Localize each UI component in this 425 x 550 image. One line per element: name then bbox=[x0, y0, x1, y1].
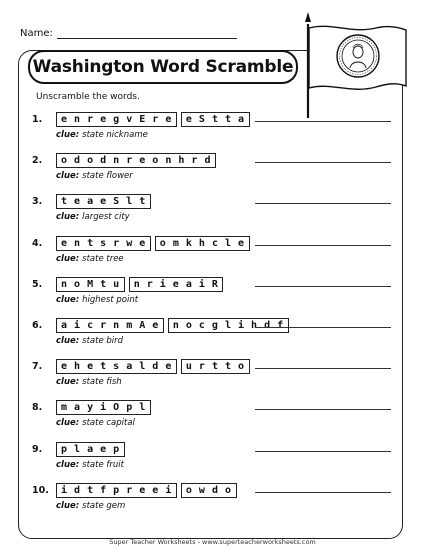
item-number: 6. bbox=[32, 320, 43, 331]
scrambled-word-box: o m k h c l e bbox=[155, 236, 250, 251]
item-number: 2. bbox=[32, 155, 43, 166]
scramble-item bbox=[32, 111, 254, 145]
scrambled-word-box: n o M t u bbox=[56, 277, 125, 292]
scrambled-word-box: e n t s r w e bbox=[56, 236, 151, 251]
item-number: 10. bbox=[32, 485, 49, 496]
clue-label: clue: bbox=[56, 295, 83, 305]
item-number: 1. bbox=[32, 114, 43, 125]
scramble-item bbox=[32, 358, 254, 392]
clue-value: state gem bbox=[82, 501, 126, 511]
scrambled-word-box: e n r e g v E r e bbox=[56, 112, 177, 127]
scrambled-word-box: u r t t o bbox=[181, 359, 250, 374]
instructions: Unscramble the words. bbox=[36, 92, 140, 102]
scramble-item bbox=[32, 482, 241, 516]
answer-line[interactable] bbox=[255, 409, 391, 410]
scrambled-word-box: e S t t a bbox=[181, 112, 250, 127]
item-number: 7. bbox=[32, 361, 43, 372]
scramble-item bbox=[32, 235, 254, 269]
answer-line[interactable] bbox=[255, 451, 391, 452]
answer-line[interactable] bbox=[255, 245, 391, 246]
item-number: 4. bbox=[32, 238, 43, 249]
answer-line[interactable] bbox=[255, 327, 391, 328]
clue-value: state capital bbox=[82, 418, 135, 428]
scramble-item bbox=[32, 152, 220, 186]
answer-line[interactable] bbox=[255, 162, 391, 163]
clue-label: clue: bbox=[56, 254, 83, 264]
scrambled-word-box: o w d o bbox=[181, 483, 237, 498]
scramble-item bbox=[32, 317, 293, 351]
scrambled-word-box: n r i e a i R bbox=[129, 277, 224, 292]
answer-line[interactable] bbox=[255, 368, 391, 369]
title-text: Washington Word Scramble bbox=[32, 57, 294, 77]
answer-line[interactable] bbox=[255, 121, 391, 122]
clue-label: clue: bbox=[56, 460, 83, 470]
clue-label: clue: bbox=[56, 130, 83, 140]
clue-text bbox=[56, 295, 227, 305]
clue-text bbox=[56, 254, 254, 264]
item-number: 9. bbox=[32, 444, 43, 455]
scrambled-word-box: a i c r n m A e bbox=[56, 318, 164, 333]
clue-label: clue: bbox=[56, 377, 83, 387]
scramble-item bbox=[32, 441, 129, 475]
scrambled-word-box: e h e t s a l d e bbox=[56, 359, 177, 374]
scramble-item bbox=[32, 399, 155, 433]
item-number: 3. bbox=[32, 196, 43, 207]
clue-text bbox=[56, 418, 155, 428]
clue-value: highest point bbox=[82, 295, 139, 305]
washington-flag-icon bbox=[296, 10, 408, 120]
clue-text bbox=[56, 130, 254, 140]
scrambled-word-box: p l a e p bbox=[56, 442, 125, 457]
scrambled-word-box: t e a e S l t bbox=[56, 194, 151, 209]
scramble-item bbox=[32, 276, 227, 310]
scrambled-word-box: n o c g l i h d f bbox=[168, 318, 289, 333]
scramble-item bbox=[32, 193, 155, 227]
clue-label: clue: bbox=[56, 418, 83, 428]
name-field-row bbox=[20, 28, 237, 39]
name-input-line[interactable] bbox=[57, 28, 237, 39]
clue-text bbox=[56, 212, 155, 222]
worksheet-title bbox=[28, 50, 298, 84]
clue-value: state fruit bbox=[82, 460, 124, 470]
clue-value: state tree bbox=[82, 254, 124, 264]
answer-line[interactable] bbox=[255, 203, 391, 204]
scrambled-word-box: o d o d n r e o n h r d bbox=[56, 153, 216, 168]
clue-label: clue: bbox=[56, 336, 83, 346]
item-number: 8. bbox=[32, 402, 43, 413]
clue-value: state nickname bbox=[82, 130, 148, 140]
scrambled-word-box: i d t f p r e e i bbox=[56, 483, 177, 498]
clue-label: clue: bbox=[56, 171, 83, 181]
clue-value: largest city bbox=[82, 212, 130, 222]
footer-credit: Super Teacher Worksheets - www.superteacherworksheets.com bbox=[109, 538, 316, 546]
clue-text bbox=[56, 501, 241, 511]
clue-text bbox=[56, 377, 254, 387]
item-number: 5. bbox=[32, 279, 43, 290]
clue-text bbox=[56, 171, 220, 181]
clue-text bbox=[56, 460, 129, 470]
clue-value: state fish bbox=[82, 377, 122, 387]
scrambled-word-box: m a y i O p l bbox=[56, 400, 151, 415]
clue-label: clue: bbox=[56, 501, 83, 511]
clue-label: clue: bbox=[56, 212, 83, 222]
name-label: Name: bbox=[20, 28, 53, 39]
answer-line[interactable] bbox=[255, 492, 391, 493]
clue-value: state flower bbox=[82, 171, 133, 181]
clue-value: state bird bbox=[82, 336, 124, 346]
clue-text bbox=[56, 336, 293, 346]
answer-line[interactable] bbox=[255, 286, 391, 287]
